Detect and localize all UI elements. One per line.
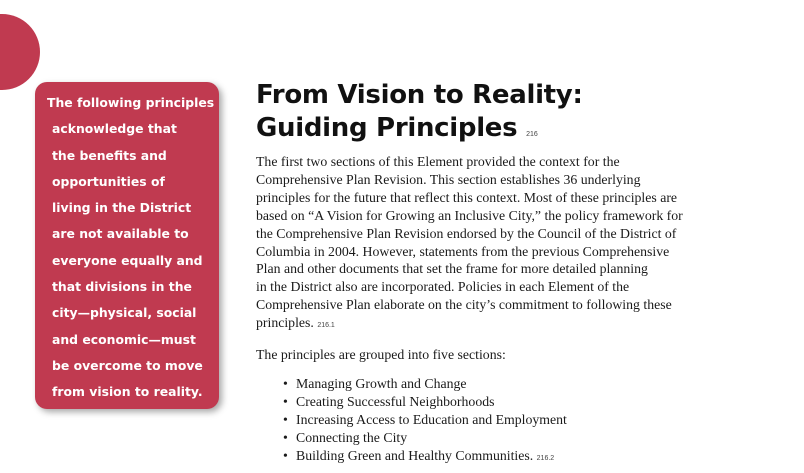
section-reference: 216 (526, 131, 538, 138)
list-item-text: Increasing Access to Education and Employment (296, 411, 567, 427)
bullet-icon: • (283, 393, 288, 409)
title-line-2-text: Guiding Principles (256, 113, 518, 143)
list-item (283, 375, 567, 393)
callout-line: opportunities of (52, 173, 165, 189)
callout-line: from vision to reality. (52, 384, 203, 400)
list-item-text: Building Green and Healthy Communities. (296, 447, 534, 463)
callout-line: The following principles (47, 95, 215, 110)
callout-line: everyone equally and (52, 252, 203, 268)
callout-line: the benefits and (52, 147, 167, 163)
list-item (283, 447, 567, 468)
body-line-last (256, 314, 726, 335)
title-line-2 (256, 112, 583, 151)
bullet-icon: • (283, 429, 288, 445)
callout-line: and economic—must (52, 331, 196, 347)
callout-line: living in the District (52, 200, 192, 216)
body-line: Comprehensive Plan Revision. This section establishes 36 underlying (256, 171, 641, 187)
body-line: principles for the future that reflect this context. Most of these principles are (256, 189, 678, 205)
callout-line: are not available to (52, 226, 189, 242)
section-reference: 216.2 (536, 454, 555, 462)
list-item (283, 393, 567, 411)
body-line: Plan and other documents that set the frame for more detailed planning (256, 261, 648, 277)
list-item-text: Creating Successful Neighborhoods (296, 393, 495, 409)
list-item-text: Connecting the City (296, 429, 408, 445)
bullet-icon: • (283, 376, 288, 391)
section-list (283, 375, 567, 468)
body-line: the Comprehensive Plan Revision endorsed by the Council of the District of (256, 225, 677, 241)
body-line: Comprehensive Plan elaborate on the city’s commitment to following these (256, 297, 672, 313)
list-item (283, 411, 567, 429)
callout-box (35, 82, 219, 409)
body-line: in the District also are incorporated. Policies in each Element of the (256, 279, 630, 295)
chapter-tab (0, 14, 40, 90)
body-line-text: principles. (256, 315, 314, 331)
bullet-icon: • (283, 447, 288, 463)
list-item (283, 429, 567, 447)
title-line-1: From Vision to Reality: (256, 80, 583, 110)
callout-line: that divisions in the (52, 279, 192, 295)
callout-text (47, 90, 215, 406)
list-item-text: Managing Growth and Change (296, 376, 467, 391)
body-line: The first two sections of this Element provided the context for the (256, 154, 620, 169)
page-title (256, 79, 583, 151)
sections-intro: The principles are grouped into five sections: (256, 347, 506, 362)
callout-line: city—physical, social (52, 305, 197, 321)
body-line: based on “A Vision for Growing an Inclusive City,” the policy framework for (256, 207, 683, 223)
bullet-icon: • (283, 411, 288, 427)
body-paragraph (256, 153, 726, 335)
section-reference: 216.1 (317, 322, 335, 330)
body-line: Columbia in 2004. However, statements from the previous Comprehensive (256, 243, 670, 259)
callout-line: acknowledge that (52, 121, 177, 137)
callout-line: be overcome to move (52, 357, 203, 373)
